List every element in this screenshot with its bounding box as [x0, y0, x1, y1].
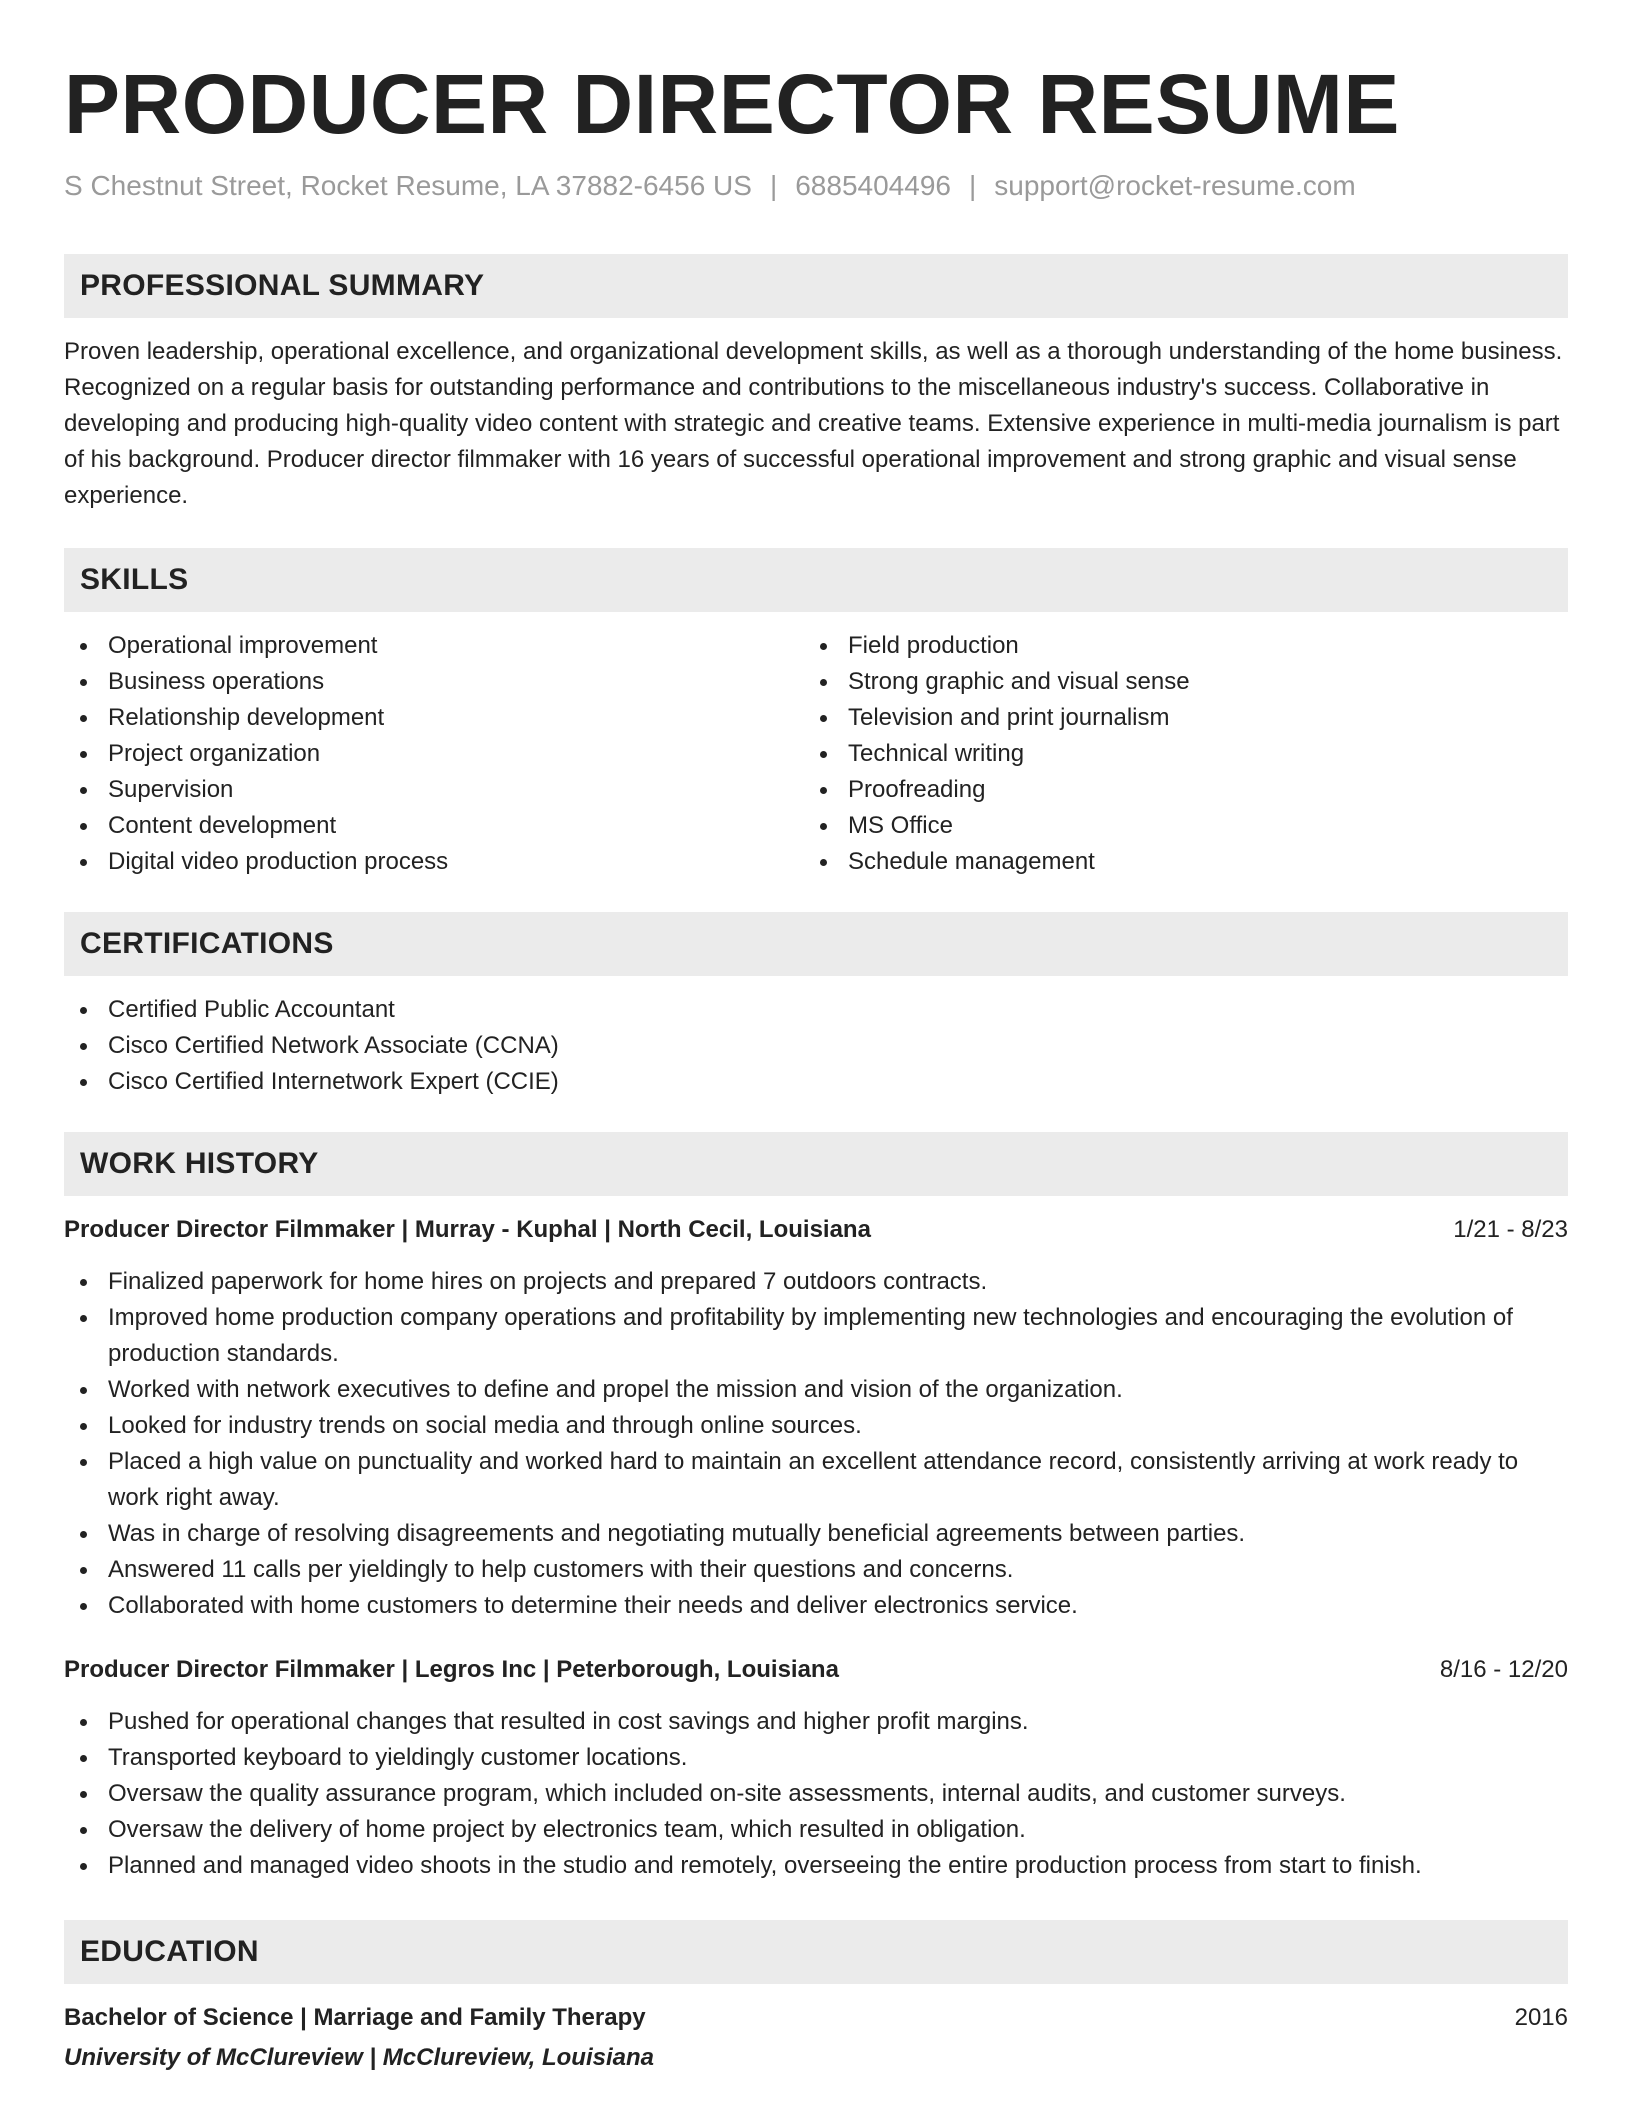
skill-item: Technical writing — [804, 736, 1544, 772]
skill-item: Television and print journalism — [804, 700, 1544, 736]
education-school: University of McClureview | McClureview, Louisiana — [64, 2044, 654, 2071]
skill-item: Operational improvement — [64, 628, 804, 664]
job-bullet: Placed a high value on punctuality and worked hard to maintain an excellent attendance record, consistently arriving at work ready to work right away. — [64, 1444, 1568, 1516]
job-dates: 1/21 - 8/23 — [1453, 1216, 1568, 1243]
job-title: Producer Director Filmmaker | Legros Inc | Peterborough, Louisiana — [64, 1656, 839, 1683]
job-bullet: Collaborated with home customers to determine their needs and deliver electronics service. — [64, 1588, 1568, 1624]
resume-title: PRODUCER DIRECTOR RESUME — [64, 57, 1400, 151]
contact-line — [64, 168, 1568, 204]
skills-grid — [64, 628, 1568, 880]
certification-item: Cisco Certified Network Associate (CCNA) — [64, 1028, 1568, 1064]
contact-phone: 6885404496 — [795, 170, 951, 201]
skill-item: Business operations — [64, 664, 804, 700]
section-heading-skills: SKILLS — [64, 548, 1568, 612]
job-bullets — [64, 1704, 1568, 1884]
section-heading-education: EDUCATION — [64, 1920, 1568, 1984]
contact-separator: | — [769, 170, 778, 201]
skills-list-right — [804, 628, 1544, 880]
job-bullet: Improved home production company operations and profitability by implementing new technologies and encouraging the evolution of production standards. — [64, 1300, 1568, 1372]
job-bullet: Oversaw the delivery of home project by electronics team, which resulted in obligation. — [64, 1812, 1568, 1848]
certification-item: Cisco Certified Internetwork Expert (CCIE) — [64, 1064, 1568, 1100]
skill-item: Content development — [64, 808, 804, 844]
job-bullet: Was in charge of resolving disagreements and negotiating mutually beneficial agreements between parties. — [64, 1516, 1568, 1552]
education-year: 2016 — [1514, 2004, 1568, 2031]
skill-item: MS Office — [804, 808, 1544, 844]
job-bullet: Worked with network executives to define and propel the mission and vision of the organization. — [64, 1372, 1568, 1408]
contact-separator: | — [968, 170, 977, 201]
contact-email: support@rocket-resume.com — [994, 170, 1356, 201]
skill-item: Strong graphic and visual sense — [804, 664, 1544, 700]
job-bullet: Pushed for operational changes that resulted in cost savings and higher profit margins. — [64, 1704, 1568, 1740]
section-heading-certifications: CERTIFICATIONS — [64, 912, 1568, 976]
skill-item: Schedule management — [804, 844, 1544, 880]
skill-item: Relationship development — [64, 700, 804, 736]
education-degree: Bachelor of Science | Marriage and Family Therapy — [64, 2004, 646, 2031]
summary-text: Proven leadership, operational excellence, and organizational development skills, as well as a thorough understanding of the home business. Recognized on a regular basis for outstanding performance and contributions to the miscellaneous industry's success. Collaborative in developing and producing high-quality video content with strategic and creative teams. Extensive experience in multi-media journalism is part of his background. Producer director filmmaker with 16 years of successful operational improvement and strong graphic and visual sense experience. — [64, 338, 1563, 509]
job-header — [64, 1212, 1568, 1248]
job-bullet: Answered 11 calls per yieldingly to help customers with their questions and concerns. — [64, 1552, 1568, 1588]
job-bullet: Oversaw the quality assurance program, which included on-site assessments, internal audits, and customer surveys. — [64, 1776, 1568, 1812]
contact-address: S Chestnut Street, Rocket Resume, LA 37882-6456 US — [64, 170, 752, 201]
section-heading-work-history: WORK HISTORY — [64, 1132, 1568, 1196]
skill-item: Project organization — [64, 736, 804, 772]
job-dates: 8/16 - 12/20 — [1439, 1656, 1568, 1683]
skill-item: Proofreading — [804, 772, 1544, 808]
education-header — [64, 2000, 1568, 2036]
section-heading-summary: PROFESSIONAL SUMMARY — [64, 254, 1568, 318]
skill-item: Digital video production process — [64, 844, 804, 880]
job-bullet: Transported keyboard to yieldingly customer locations. — [64, 1740, 1568, 1776]
certifications-list — [64, 992, 1568, 1100]
job-title: Producer Director Filmmaker | Murray - Kuphal | North Cecil, Louisiana — [64, 1216, 871, 1243]
job-bullet: Looked for industry trends on social media and through online sources. — [64, 1408, 1568, 1444]
job-bullet: Planned and managed video shoots in the studio and remotely, overseeing the entire production process from start to finish. — [64, 1848, 1568, 1884]
job-header — [64, 1652, 1568, 1688]
job-bullets — [64, 1264, 1568, 1624]
skill-item: Field production — [804, 628, 1544, 664]
skill-item: Supervision — [64, 772, 804, 808]
skills-list-left — [64, 628, 804, 880]
certification-item: Certified Public Accountant — [64, 992, 1568, 1028]
job-bullet: Finalized paperwork for home hires on projects and prepared 7 outdoors contracts. — [64, 1264, 1568, 1300]
